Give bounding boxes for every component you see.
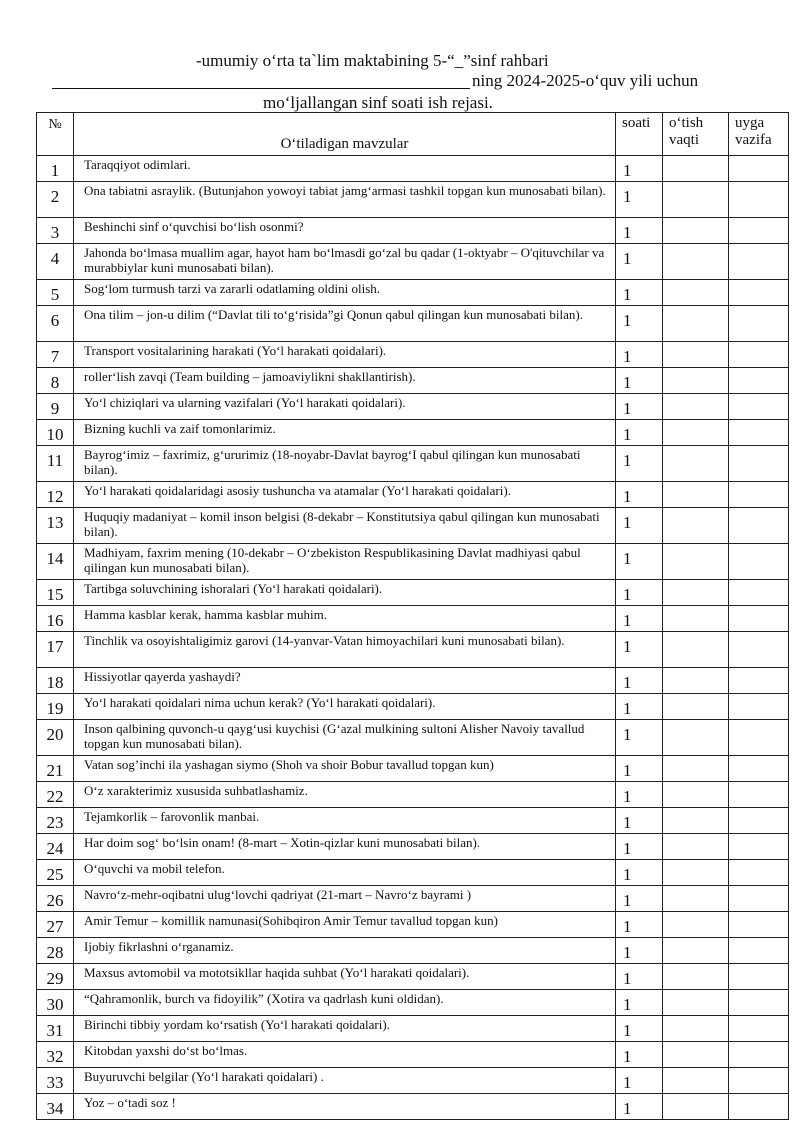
- header-line-2: ning 2024-2025-o‘quv yili uchun: [472, 71, 699, 90]
- row-hours: 1: [616, 694, 663, 720]
- row-topic: Ona tilim – jon-u dilim (“Davlat tili to‘g‘risida”gi Qonun qabul qilingan kun munosabati bilan).: [74, 306, 616, 342]
- row-homework: [729, 482, 789, 508]
- row-hours: 1: [616, 1094, 663, 1120]
- row-homework: [729, 446, 789, 482]
- row-time: [663, 632, 729, 668]
- row-topic: Tinchlik va osoyishtaligimiz garovi (14-yanvar-Vatan himoyachilari kuni munosabati bilan).: [74, 632, 616, 668]
- row-number: 13: [37, 508, 74, 544]
- row-number: 21: [37, 756, 74, 782]
- row-topic: Yo‘l harakati qoidalaridagi asosiy tushuncha va atamalar (Yo‘l harakati qoidalari).: [74, 482, 616, 508]
- row-homework: [729, 808, 789, 834]
- row-homework: [729, 580, 789, 606]
- row-hours: 1: [616, 860, 663, 886]
- row-topic: Bayrog‘imiz – faxrimiz, g‘ururimiz (18-noyabr-Davlat bayrog‘I qabul qilingan kun munosabati bilan).: [74, 446, 616, 482]
- row-time: [663, 720, 729, 756]
- row-number: 22: [37, 782, 74, 808]
- row-topic: Tejamkorlik – farovonlik manbai.: [74, 808, 616, 834]
- row-number: 17: [37, 632, 74, 668]
- row-homework: [729, 420, 789, 446]
- row-number: 33: [37, 1068, 74, 1094]
- row-topic: Beshinchi sinf o‘quvchisi bo‘lish osonmi?: [74, 218, 616, 244]
- row-hours: 1: [616, 886, 663, 912]
- table-row: [37, 808, 789, 834]
- row-hours: 1: [616, 218, 663, 244]
- row-number: 9: [37, 394, 74, 420]
- row-homework: [729, 244, 789, 280]
- table-row: [37, 1068, 789, 1094]
- row-number: 18: [37, 668, 74, 694]
- row-number: 27: [37, 912, 74, 938]
- row-time: [663, 990, 729, 1016]
- table-row: [37, 420, 789, 446]
- row-topic: Birinchi tibbiy yordam ko‘rsatish (Yo‘l harakati qoidalari).: [74, 1016, 616, 1042]
- table-row: [37, 156, 789, 182]
- table-row: [37, 218, 789, 244]
- lesson-plan-table: [36, 112, 789, 1120]
- row-time: [663, 394, 729, 420]
- row-homework: [729, 508, 789, 544]
- row-topic: Bizning kuchli va zaif tomonlarimiz.: [74, 420, 616, 446]
- table-row: [37, 860, 789, 886]
- row-topic: “Qahramonlik, burch va fidoyilik” (Xotira va qadrlash kuni oldidan).: [74, 990, 616, 1016]
- table-row: [37, 756, 789, 782]
- row-homework: [729, 218, 789, 244]
- row-topic: O‘quvchi va mobil telefon.: [74, 860, 616, 886]
- table-row: [37, 1042, 789, 1068]
- row-number: 20: [37, 720, 74, 756]
- row-topic: Inson qalbining quvonch-u qayg‘usi kuychisi (G‘azal mulkining sultoni Alisher Navoiy tavallud topgan kun munosabati bilan).: [74, 720, 616, 756]
- row-hours: 1: [616, 912, 663, 938]
- row-number: 24: [37, 834, 74, 860]
- row-hours: 1: [616, 606, 663, 632]
- row-hours: 1: [616, 420, 663, 446]
- row-topic: Har doim sog‘ bo‘lsin onam! (8-mart – Xotin-qizlar kuni munosabati bilan).: [74, 834, 616, 860]
- row-number: 16: [37, 606, 74, 632]
- row-hours: 1: [616, 306, 663, 342]
- header-line-1: -umumiy o‘rta ta`lim maktabining 5-“_”sinf rahbari: [196, 51, 549, 70]
- table-body: [37, 156, 789, 1120]
- row-number: 15: [37, 580, 74, 606]
- row-topic: Hamma kasblar kerak, hamma kasblar muhim.: [74, 606, 616, 632]
- row-number: 14: [37, 544, 74, 580]
- header-line-3: mo‘ljallangan sinf soati ish rejasi.: [263, 93, 493, 112]
- row-number: 29: [37, 964, 74, 990]
- row-topic: Yoz – o‘tadi soz !: [74, 1094, 616, 1120]
- row-topic: Sog‘lom turmush tarzi va zararli odatlaming oldini olish.: [74, 280, 616, 306]
- row-hours: 1: [616, 720, 663, 756]
- table-row: [37, 938, 789, 964]
- row-topic: Tartibga soluvchining ishoralari (Yo‘l harakati qoidalari).: [74, 580, 616, 606]
- row-homework: [729, 668, 789, 694]
- row-homework: [729, 860, 789, 886]
- header-topic: O‘tiladigan mavzular: [74, 113, 616, 156]
- row-homework: [729, 306, 789, 342]
- row-time: [663, 886, 729, 912]
- table-header-row: [37, 113, 789, 156]
- row-time: [663, 446, 729, 482]
- row-homework: [729, 912, 789, 938]
- row-hours: 1: [616, 938, 663, 964]
- row-number: 28: [37, 938, 74, 964]
- row-hours: 1: [616, 964, 663, 990]
- row-hours: 1: [616, 156, 663, 182]
- table-row: [37, 720, 789, 756]
- row-topic: Buyuruvchi belgilar (Yo‘l harakati qoidalari) .: [74, 1068, 616, 1094]
- row-topic: Taraqqiyot odimlari.: [74, 156, 616, 182]
- row-hours: 1: [616, 632, 663, 668]
- row-time: [663, 1068, 729, 1094]
- row-topic: O‘z xarakterimiz xususida suhbatlashamiz.: [74, 782, 616, 808]
- row-homework: [729, 964, 789, 990]
- row-number: 25: [37, 860, 74, 886]
- row-time: [663, 808, 729, 834]
- table-row: [37, 782, 789, 808]
- row-hours: 1: [616, 782, 663, 808]
- table-row: [37, 606, 789, 632]
- row-hours: 1: [616, 990, 663, 1016]
- row-homework: [729, 606, 789, 632]
- row-number: 11: [37, 446, 74, 482]
- row-number: 7: [37, 342, 74, 368]
- row-hours: 1: [616, 446, 663, 482]
- row-number: 1: [37, 156, 74, 182]
- table-row: [37, 912, 789, 938]
- row-number: 12: [37, 482, 74, 508]
- row-homework: [729, 394, 789, 420]
- row-topic: Huquqiy madaniyat – komil inson belgisi (8-dekabr – Konstitutsiya qabul qilingan kun munosabati bilan).: [74, 508, 616, 544]
- row-time: [663, 580, 729, 606]
- header-number: №: [37, 113, 74, 156]
- row-homework: [729, 720, 789, 756]
- row-time: [663, 860, 729, 886]
- header-homework: uyga vazifa: [729, 113, 789, 156]
- row-topic: Hissiyotlar qayerda yashaydi?: [74, 668, 616, 694]
- row-time: [663, 782, 729, 808]
- row-hours: 1: [616, 1016, 663, 1042]
- row-time: [663, 156, 729, 182]
- row-number: 32: [37, 1042, 74, 1068]
- row-homework: [729, 632, 789, 668]
- table-row: [37, 342, 789, 368]
- row-topic: Navro‘z-mehr-oqibatni ulug‘lovchi qadriyat (21-mart – Navro‘z bayrami ): [74, 886, 616, 912]
- row-number: 6: [37, 306, 74, 342]
- row-homework: [729, 156, 789, 182]
- row-homework: [729, 1068, 789, 1094]
- row-time: [663, 834, 729, 860]
- row-time: [663, 420, 729, 446]
- row-topic: Jahonda bo‘lmasa muallim agar, hayot ham bo‘lmasdi go‘zal bu qadar (1-oktyabr – O'qituvchilar va murabbiylar kuni munosabati bilan).: [74, 244, 616, 280]
- row-hours: 1: [616, 756, 663, 782]
- row-number: 31: [37, 1016, 74, 1042]
- row-topic: Yo‘l harakati qoidalari nima uchun kerak? (Yo‘l harakati qoidalari).: [74, 694, 616, 720]
- row-topic: Amir Temur – komillik namunasi(Sohibqiron Amir Temur tavallud topgan kun): [74, 912, 616, 938]
- row-time: [663, 306, 729, 342]
- row-hours: 1: [616, 668, 663, 694]
- row-time: [663, 1042, 729, 1068]
- row-hours: 1: [616, 1068, 663, 1094]
- row-number: 5: [37, 280, 74, 306]
- row-homework: [729, 990, 789, 1016]
- table-row: [37, 306, 789, 342]
- header-time: o‘tish vaqti: [663, 113, 729, 156]
- row-time: [663, 964, 729, 990]
- row-hours: 1: [616, 280, 663, 306]
- row-number: 34: [37, 1094, 74, 1120]
- row-homework: [729, 182, 789, 218]
- row-hours: 1: [616, 580, 663, 606]
- table-row: [37, 446, 789, 482]
- row-topic: roller‘lish zavqi (Team building – jamoaviylikni shakllantirish).: [74, 368, 616, 394]
- row-time: [663, 1094, 729, 1120]
- table-row: [37, 990, 789, 1016]
- row-topic: Yo‘l chiziqlari va ularning vazifalari (Yo‘l harakati qoidalari).: [74, 394, 616, 420]
- row-hours: 1: [616, 508, 663, 544]
- table-row: [37, 368, 789, 394]
- table-row: [37, 886, 789, 912]
- row-hours: 1: [616, 342, 663, 368]
- row-homework: [729, 368, 789, 394]
- row-time: [663, 244, 729, 280]
- row-time: [663, 280, 729, 306]
- table-row: [37, 508, 789, 544]
- row-homework: [729, 938, 789, 964]
- row-time: [663, 694, 729, 720]
- row-topic: Madhiyam, faxrim mening (10-dekabr – O‘zbekiston Respublikasining Davlat madhiyasi qabul qilingan kun munosabati bilan).: [74, 544, 616, 580]
- row-time: [663, 342, 729, 368]
- row-hours: 1: [616, 244, 663, 280]
- table-row: [37, 694, 789, 720]
- row-time: [663, 938, 729, 964]
- row-homework: [729, 1042, 789, 1068]
- row-time: [663, 756, 729, 782]
- row-time: [663, 668, 729, 694]
- table-row: [37, 632, 789, 668]
- row-number: 2: [37, 182, 74, 218]
- row-number: 8: [37, 368, 74, 394]
- row-number: 3: [37, 218, 74, 244]
- row-hours: 1: [616, 182, 663, 218]
- row-homework: [729, 1016, 789, 1042]
- row-homework: [729, 694, 789, 720]
- row-number: 4: [37, 244, 74, 280]
- row-homework: [729, 544, 789, 580]
- table-row: [37, 1094, 789, 1120]
- row-homework: [729, 756, 789, 782]
- row-time: [663, 182, 729, 218]
- row-time: [663, 482, 729, 508]
- table-row: [37, 244, 789, 280]
- row-homework: [729, 342, 789, 368]
- row-homework: [729, 886, 789, 912]
- teacher-name-blank: [52, 70, 470, 89]
- table-row: [37, 834, 789, 860]
- row-number: 26: [37, 886, 74, 912]
- row-hours: 1: [616, 1042, 663, 1068]
- row-hours: 1: [616, 834, 663, 860]
- row-hours: 1: [616, 808, 663, 834]
- row-topic: Maxsus avtomobil va mototsikllar haqida suhbat (Yo‘l harakati qoidalari).: [74, 964, 616, 990]
- row-hours: 1: [616, 544, 663, 580]
- row-hours: 1: [616, 368, 663, 394]
- row-number: 10: [37, 420, 74, 446]
- row-homework: [729, 782, 789, 808]
- row-time: [663, 606, 729, 632]
- table-row: [37, 964, 789, 990]
- row-topic: Ijobiy fikrlashni o‘rganamiz.: [74, 938, 616, 964]
- row-number: 23: [37, 808, 74, 834]
- row-hours: 1: [616, 394, 663, 420]
- row-time: [663, 912, 729, 938]
- row-topic: Ona tabiatni asraylik. (Butunjahon yowoyi tabiat jamg‘armasi tashkil topgan kun munosabati bilan).: [74, 182, 616, 218]
- table-row: [37, 668, 789, 694]
- table-row: [37, 394, 789, 420]
- table-row: [37, 1016, 789, 1042]
- row-time: [663, 508, 729, 544]
- row-time: [663, 544, 729, 580]
- row-homework: [729, 834, 789, 860]
- row-time: [663, 218, 729, 244]
- row-time: [663, 368, 729, 394]
- row-topic: Kitobdan yaxshi do‘st bo‘lmas.: [74, 1042, 616, 1068]
- row-time: [663, 1016, 729, 1042]
- header-hours: soati: [616, 113, 663, 156]
- table-row: [37, 544, 789, 580]
- row-number: 19: [37, 694, 74, 720]
- table-row: [37, 280, 789, 306]
- row-topic: Transport vositalarining harakati (Yo‘l harakati qoidalari).: [74, 342, 616, 368]
- row-homework: [729, 280, 789, 306]
- table-row: [37, 580, 789, 606]
- row-homework: [729, 1094, 789, 1120]
- row-number: 30: [37, 990, 74, 1016]
- table-row: [37, 482, 789, 508]
- row-hours: 1: [616, 482, 663, 508]
- table-row: [37, 182, 789, 218]
- row-topic: Vatan sog’inchi ila yashagan siymo (Shoh va shoir Bobur tavallud topgan kun): [74, 756, 616, 782]
